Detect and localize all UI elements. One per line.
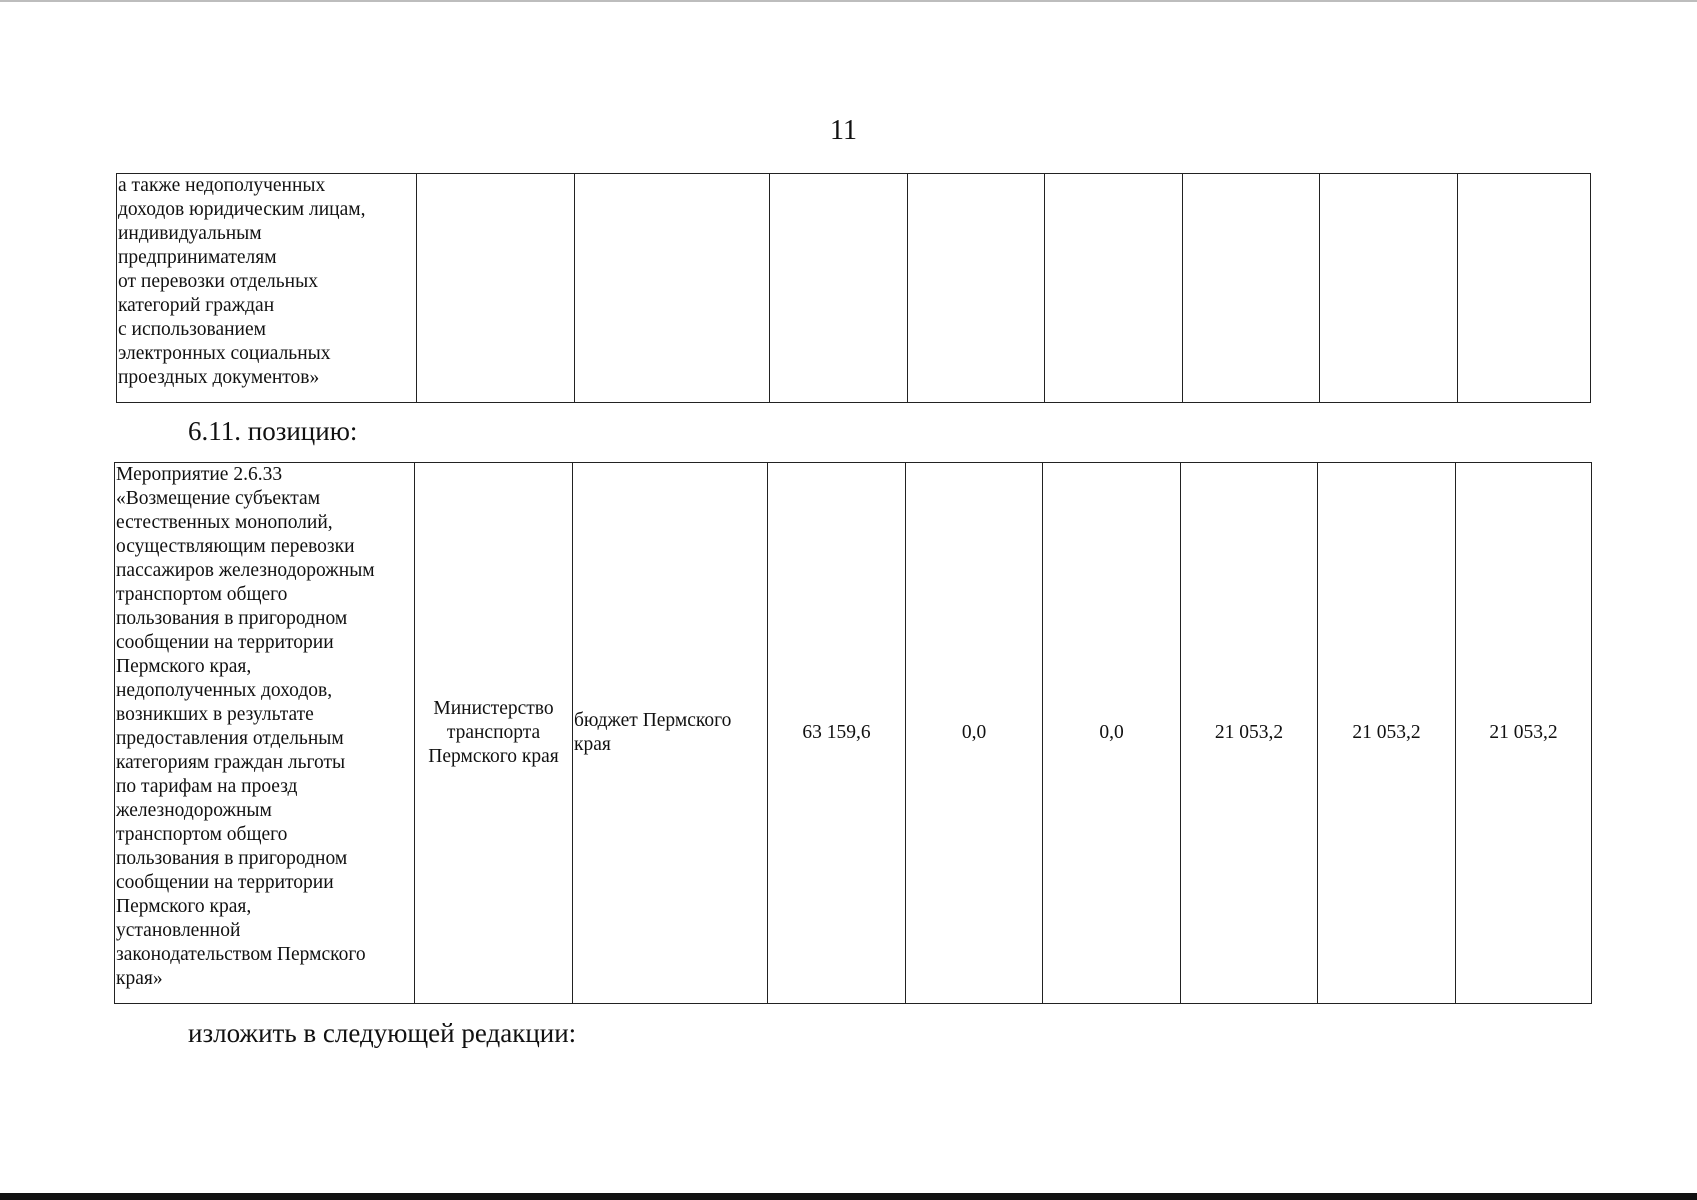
empty-cell: [908, 174, 1045, 403]
value-cell-year-4: 21 053,2: [1318, 463, 1456, 1004]
value-cell-year-1: 0,0: [906, 463, 1043, 1004]
section-heading: 6.11. позицию:: [188, 416, 358, 446]
page-number: 11: [830, 115, 857, 146]
empty-cell: [1458, 174, 1591, 403]
empty-cell: [575, 174, 770, 403]
empty-cell: [1183, 174, 1320, 403]
continuation-table: [116, 173, 1591, 403]
value-cell-year-3: 21 053,2: [1181, 463, 1318, 1004]
empty-cell: [1045, 174, 1183, 403]
executor-cell: Министерство транспорта Пермского края: [415, 463, 573, 1004]
position-table: [114, 462, 1592, 1004]
closing-text: изложить в следующей редакции:: [188, 1018, 577, 1048]
funding-source-cell: бюджет Пермского края: [573, 463, 768, 1004]
value-cell-year-2: 0,0: [1043, 463, 1181, 1004]
table-row: [117, 174, 1591, 403]
empty-cell: [417, 174, 575, 403]
measure-name-cell: а также недополученных доходов юридическим лицам, индивидуальным предпринимателям от перевозки отдельных категорий граждан с использованием электронных социальных проездных документов»: [117, 174, 417, 403]
scan-bottom-edge: [0, 1193, 1697, 1200]
empty-cell: [1320, 174, 1458, 403]
value-cell-year-5: 21 053,2: [1456, 463, 1592, 1004]
value-cell-total: 63 159,6: [768, 463, 906, 1004]
measure-name-cell: Мероприятие 2.6.33 «Возмещение субъектам естественных монополий, осуществляющим перевозки пассажиров железнодорожным транспортом общего пользования в пригородном сообщении на территории Пермского края, недополученных доходов, возникших в результате предоставления отдельным категориям граждан льготы по тарифам на проезд железнодорожным транспортом общего пользования в пригородном сообщении на территории Пермского края, установленной законодательством Пермского края»: [115, 463, 415, 1004]
table-row: [115, 463, 1592, 1004]
scan-top-edge: [0, 0, 1697, 2]
empty-cell: [770, 174, 908, 403]
